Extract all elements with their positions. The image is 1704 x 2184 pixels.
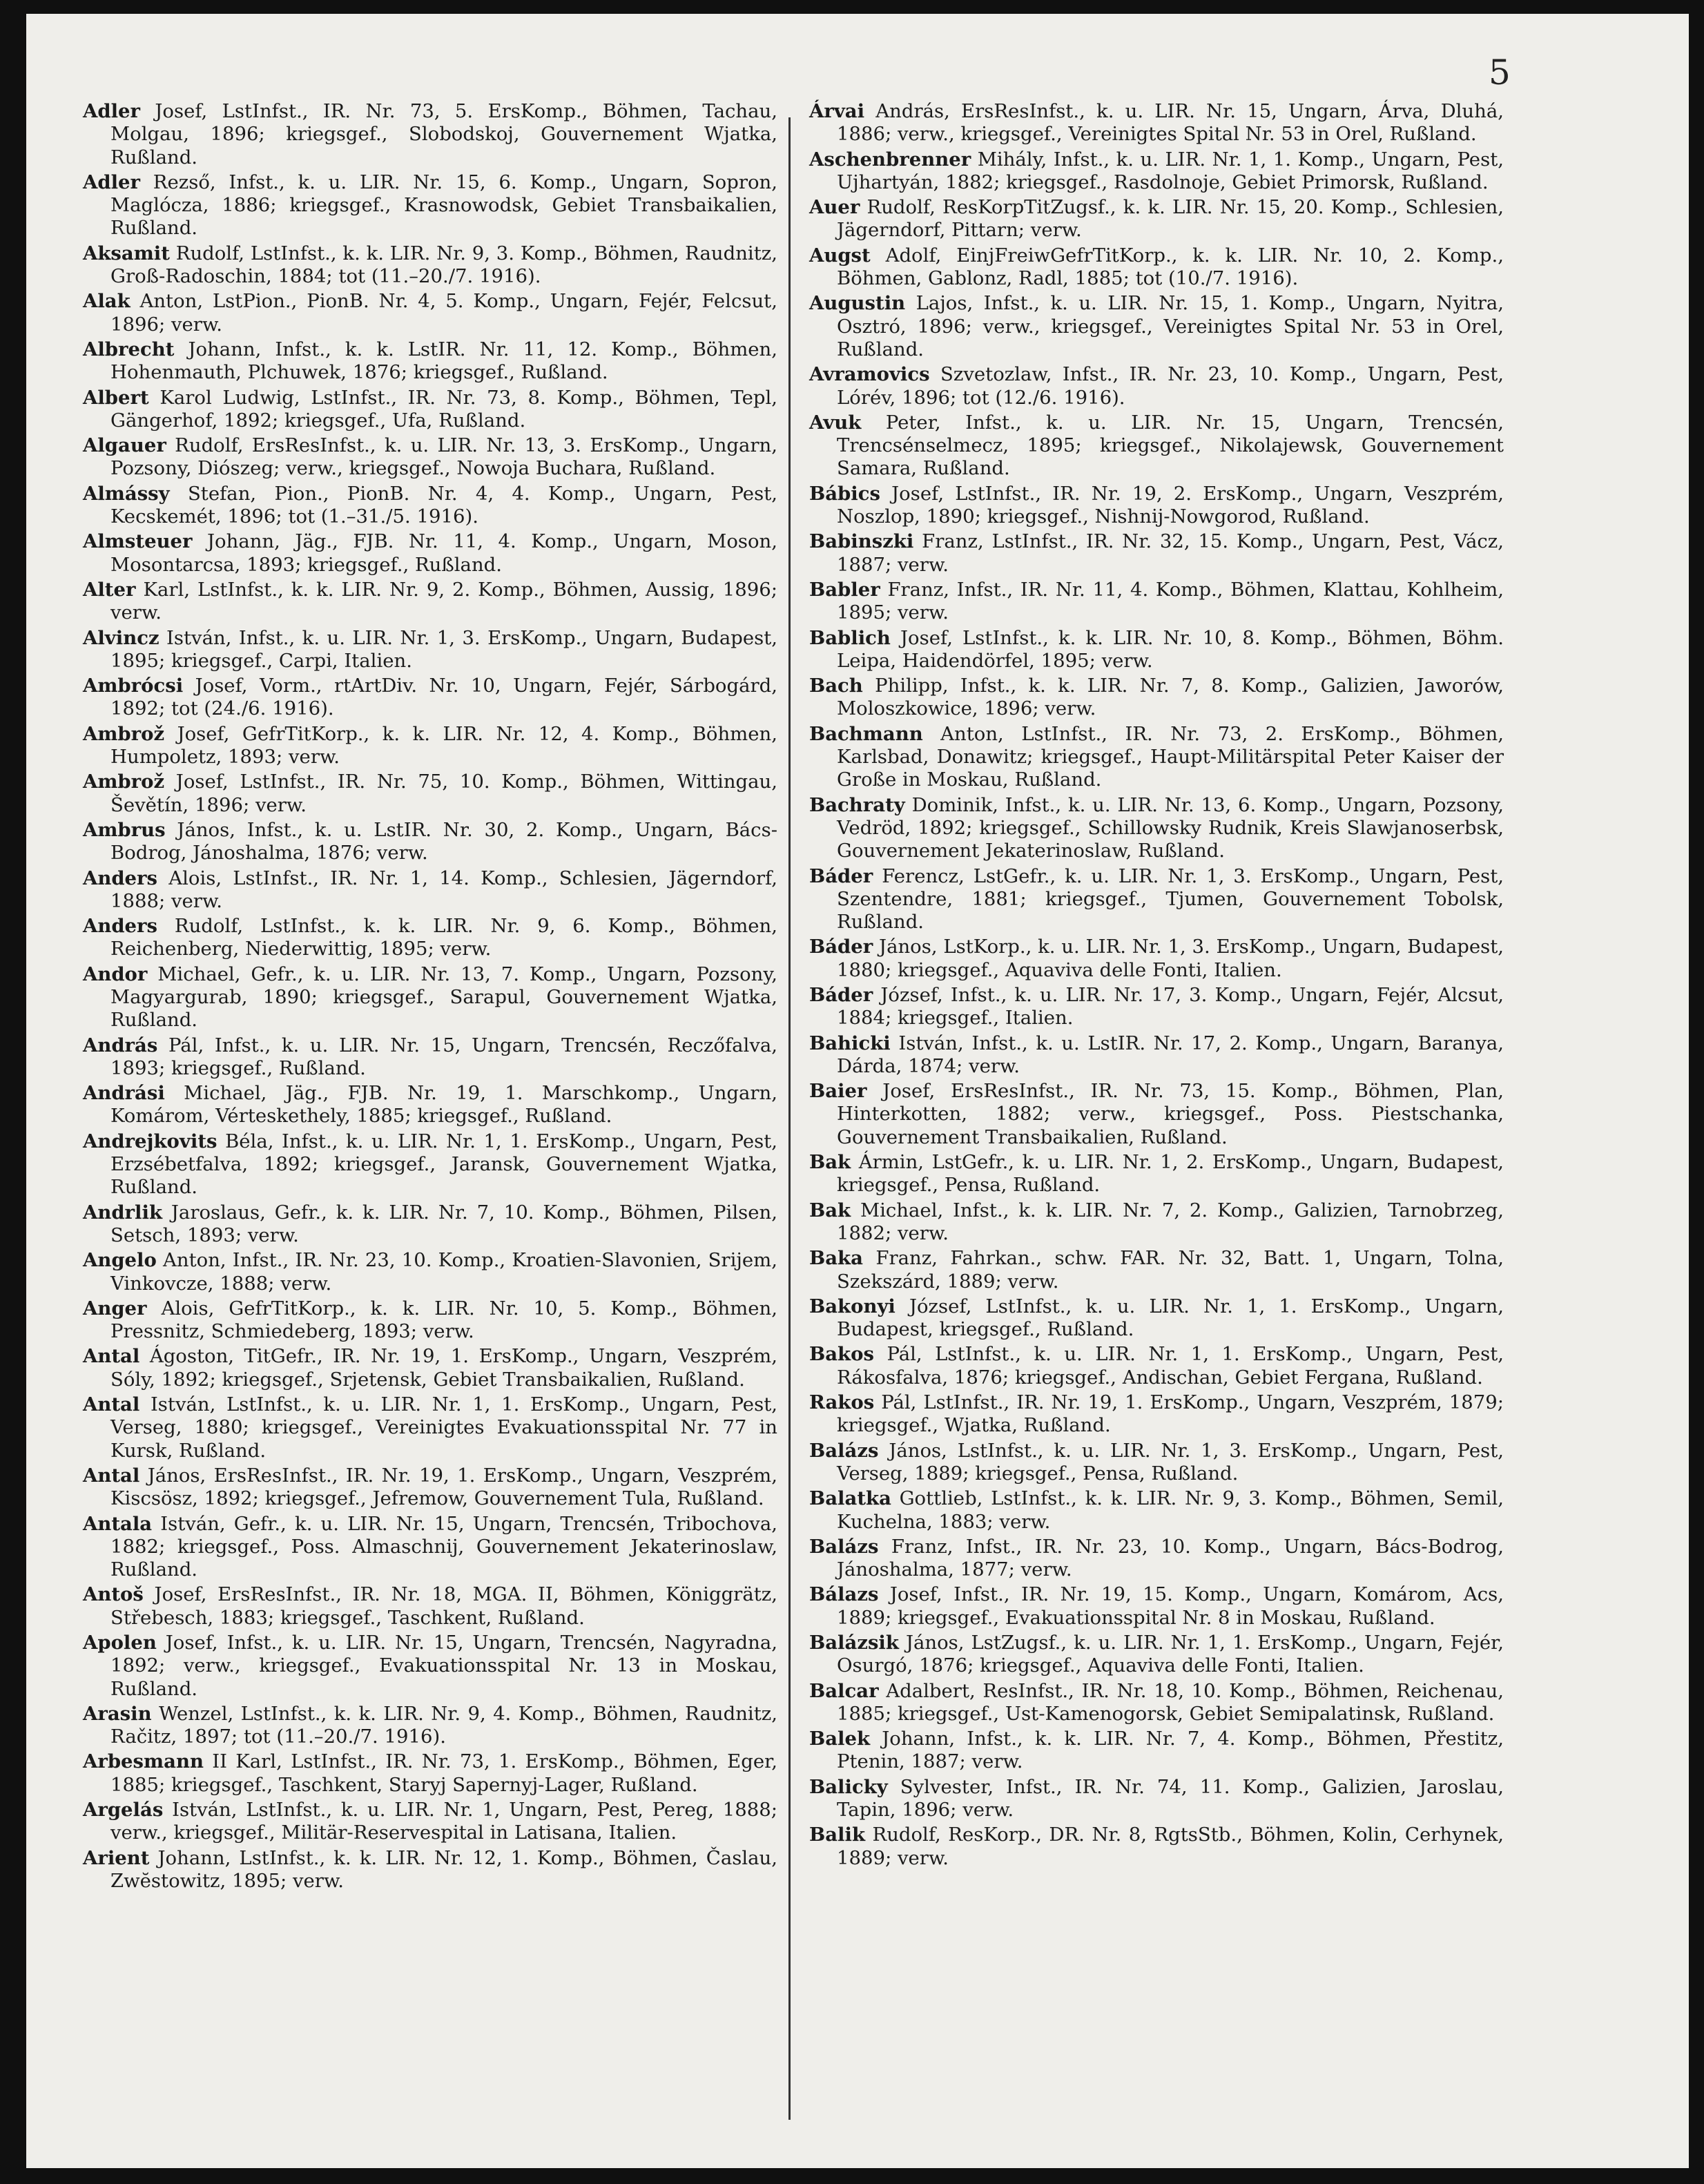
- entry-surname: Adler: [83, 100, 140, 122]
- casualty-entry: [83, 1583, 777, 1630]
- entry-details: Michael, Infst., k. k. LIR. Nr. 7, 2. Komp., Galizien, Tarnobrzeg, 1882; verw.: [837, 1199, 1504, 1244]
- entry-details: Franz, Infst., IR. Nr. 11, 4. Komp., Böhmen, Klattau, Kohlheim, 1895; verw.: [837, 578, 1504, 624]
- entry-surname: Bak: [809, 1151, 851, 1174]
- casualty-entry: [809, 483, 1504, 529]
- casualty-entry: [809, 1080, 1504, 1149]
- casualty-entry: [83, 1297, 777, 1344]
- entry-details: Anton, Infst., IR. Nr. 23, 10. Komp., Kroatien-Slavonien, Srijem, Vinkovcze, 1888; verw.: [110, 1249, 777, 1295]
- entry-surname: Angelo: [83, 1249, 157, 1272]
- casualty-entry: [83, 771, 777, 817]
- entry-details: Pál, LstInfst., IR. Nr. 19, 1. ErsKomp., Ungarn, Veszprém, 1879; kriegsgef., Wjatka, Rußland.: [837, 1391, 1504, 1437]
- entry-surname: Andrási: [83, 1082, 165, 1105]
- entry-surname: Alak: [83, 290, 130, 313]
- entry-surname: Antal: [83, 1464, 140, 1487]
- casualty-entry: [83, 1082, 777, 1128]
- casualty-entry: [83, 1513, 777, 1582]
- entry-surname: Argelás: [83, 1799, 164, 1821]
- entry-details: István, LstInfst., k. u. LIR. Nr. 1, Ungarn, Pest, Pereg, 1888; verw., kriegsgef., Militär-Reservespital in Latisana, Italien.: [110, 1799, 777, 1844]
- entry-surname: Arbesmann: [83, 1750, 204, 1773]
- entry-surname: Andrejkovits: [83, 1130, 217, 1152]
- entry-details: Franz, Infst., IR. Nr. 23, 10. Komp., Ungarn, Bács-Bodrog, Jánoshalma, 1877; verw.: [837, 1535, 1504, 1581]
- entry-details: Franz, LstInfst., IR. Nr. 32, 15. Komp., Ungarn, Pest, Vácz, 1887; verw.: [837, 530, 1504, 576]
- entry-surname: Anger: [83, 1297, 147, 1320]
- entry-surname: Bachraty: [809, 793, 905, 816]
- casualty-entry: [83, 819, 777, 865]
- casualty-entry: [809, 1824, 1504, 1870]
- casualty-entry: [83, 1632, 777, 1701]
- entry-surname: Balicky: [809, 1775, 888, 1798]
- entry-details: István, Infst., k. u. LIR. Nr. 1, 3. ErsKomp., Ungarn, Budapest, 1895; kriegsgef., Carpi, Italien.: [110, 626, 777, 672]
- entry-details: Philipp, Infst., k. k. LIR. Nr. 7, 8. Komp., Galizien, Jaworów, Moloszkowice, 1896; verw.: [837, 675, 1504, 720]
- entry-details: István, Gefr., k. u. LIR. Nr. 15, Ungarn, Trencsén, Tribochova, 1882; kriegsgef., Poss. Almaschnij, Gouvernement Jekaterinoslaw, Rußland.: [110, 1512, 777, 1581]
- casualty-entry: [809, 579, 1504, 625]
- casualty-entry: [83, 434, 777, 481]
- casualty-entry: [809, 1247, 1504, 1293]
- entry-surname: Balázsik: [809, 1632, 899, 1654]
- entry-surname: Balik: [809, 1824, 866, 1846]
- casualty-entry: [83, 1750, 777, 1797]
- entry-details: Dominik, Infst., k. u. LIR. Nr. 13, 6. Komp., Ungarn, Pozsony, Vedröd, 1892; kriegsgef., Schillowsky Rudnik, Kreis Slawjanoserbsk, Gouvernement Jekaterinoslaw, Rußland.: [837, 793, 1504, 862]
- entry-surname: Antal: [83, 1345, 140, 1368]
- entry-surname: Baier: [809, 1080, 867, 1103]
- entry-surname: Báder: [809, 864, 873, 887]
- casualty-entry: [809, 1583, 1504, 1630]
- casualty-entry: [83, 627, 777, 673]
- entry-surname: Bak: [809, 1199, 851, 1221]
- entry-details: Johann, Infst., k. k. LIR. Nr. 7, 4. Komp., Böhmen, Přestitz, Ptenin, 1887; verw.: [837, 1728, 1504, 1773]
- entry-details: Ágoston, TitGefr., IR. Nr. 19, 1. ErsKomp., Ungarn, Veszprém, Sóly, 1892; kriegsgef., Srjetensk, Gebiet Transbaikalien, Rußland.: [110, 1345, 777, 1391]
- entry-surname: Arient: [83, 1846, 150, 1869]
- entry-surname: Ambrož: [83, 771, 165, 793]
- entry-details: Wenzel, LstInfst., k. k. LIR. Nr. 9, 4. Komp., Böhmen, Raudnitz, Račitz, 1897; tot (11.–20./7. 1916).: [110, 1702, 777, 1748]
- casualty-entry: [83, 915, 777, 961]
- entry-details: Josef, ErsResInfst., IR. Nr. 18, MGA. II, Böhmen, Königgrätz, Střebesch, 1883; kriegsgef., Taschkent, Rußland.: [110, 1583, 777, 1629]
- casualty-entry: [809, 627, 1504, 673]
- casualty-entry: [809, 723, 1504, 792]
- entry-surname: Alter: [83, 578, 136, 601]
- entry-surname: Anders: [83, 867, 158, 889]
- entry-surname: Antal: [83, 1393, 140, 1416]
- entry-surname: Balek: [809, 1728, 871, 1750]
- casualty-entry: [83, 579, 777, 625]
- entry-details: Szvetozlaw, Infst., IR. Nr. 23, 10. Komp., Ungarn, Pest, Lórév, 1896; tot (12./6. 1916).: [837, 363, 1504, 409]
- entry-surname: Báder: [809, 983, 873, 1006]
- entry-surname: Augustin: [809, 292, 906, 315]
- entry-surname: Balatka: [809, 1487, 891, 1510]
- entry-details: András, ErsResInfst., k. u. LIR. Nr. 15, Ungarn, Árva, Dluhá, 1886; verw., kriegsgef., Vereinigtes Spital Nr. 53 in Orel, Rußland.: [837, 100, 1504, 146]
- entry-details: Lajos, Infst., k. u. LIR. Nr. 15, 1. Komp., Ungarn, Nyitra, Osztró, 1896; verw., kriegsgef., Vereinigtes Spital Nr. 53 in Orel, Rußland.: [837, 292, 1504, 360]
- entry-details: Josef, LstInfst., IR. Nr. 75, 10. Komp., Böhmen, Wittingau, Ševětín, 1896; verw.: [110, 771, 777, 816]
- entry-details: Pál, Infst., k. u. LIR. Nr. 15, Ungarn, Trencsén, Reczőfalva, 1893; kriegsgef., Rußland.: [110, 1034, 777, 1079]
- casualty-entry: [83, 867, 777, 914]
- casualty-entry: [809, 1536, 1504, 1582]
- entry-surname: Ambrož: [83, 722, 165, 745]
- entry-details: Johann, Jäg., FJB. Nr. 11, 4. Komp., Ungarn, Moson, Mosontarcsa, 1893; kriegsgef., Rußland.: [110, 530, 777, 576]
- entry-surname: Balázs: [809, 1535, 879, 1558]
- casualty-entry: [83, 171, 777, 240]
- entry-details: Michael, Jäg., FJB. Nr. 19, 1. Marschkomp., Ungarn, Komárom, Vérteskethely, 1885; kriegsgef., Rußland.: [110, 1082, 777, 1128]
- casualty-entry: [809, 100, 1504, 146]
- entry-details: Ferencz, LstGefr., k. u. LIR. Nr. 1, 3. ErsKomp., Ungarn, Pest, Szentendre, 1881; kriegsgef., Tjumen, Gouvernement Tobolsk, Rußland.: [837, 864, 1504, 934]
- casualty-entry: [83, 1465, 777, 1511]
- entry-details: Karl, LstInfst., k. k. LIR. Nr. 9, 2. Komp., Böhmen, Aussig, 1896; verw.: [110, 578, 777, 624]
- casualty-entry: [809, 984, 1504, 1030]
- casualty-entry: [809, 1151, 1504, 1197]
- entry-surname: Árvai: [809, 100, 865, 122]
- casualty-entry: [809, 292, 1504, 361]
- entry-details: János, Infst., k. u. LstIR. Nr. 30, 2. Komp., Ungarn, Bács-Bodrog, Jánoshalma, 1876; verw.: [110, 818, 777, 864]
- casualty-entry: [809, 1632, 1504, 1678]
- casualty-entry: [809, 1199, 1504, 1246]
- entry-surname: Babler: [809, 578, 880, 601]
- casualty-entry: [809, 1487, 1504, 1534]
- casualty-entry: [809, 865, 1504, 934]
- casualty-entry: [83, 387, 777, 433]
- casualty-entry: [83, 963, 777, 1032]
- entry-surname: Bachmann: [809, 722, 923, 745]
- entry-details: Josef, ErsResInfst., IR. Nr. 73, 15. Komp., Böhmen, Plan, Hinterkotten, 1882; verw., kriegsgef., Poss. Piestschanka, Gouvernement Transbaikalien, Rußland.: [837, 1080, 1504, 1148]
- entry-surname: Aksamit: [83, 242, 170, 264]
- casualty-entry: [83, 290, 777, 336]
- casualty-entry: [809, 675, 1504, 721]
- entry-surname: András: [83, 1034, 158, 1056]
- casualty-entry: [809, 1032, 1504, 1079]
- entry-surname: Aschenbrenner: [809, 148, 971, 171]
- casualty-entry: [809, 1776, 1504, 1822]
- entry-details: József, LstInfst., k. u. LIR. Nr. 1, 1. ErsKomp., Ungarn, Budapest, kriegsgef., Rußland.: [837, 1295, 1504, 1341]
- casualty-entry: [83, 100, 777, 169]
- entry-details: II Karl, LstInfst., IR. Nr. 73, 1. ErsKomp., Böhmen, Eger, 1885; kriegsgef., Taschkent, Staryj Sapernyj-Lager, Rußland.: [110, 1750, 777, 1796]
- entry-details: Mihály, Infst., k. u. LIR. Nr. 1, 1. Komp., Ungarn, Pest, Ujhartyán, 1882; kriegsgef., Rasdolnoje, Gebiet Primorsk, Rußland.: [837, 148, 1504, 193]
- column-divider: [788, 117, 791, 2120]
- entry-details: Adalbert, ResInfst., IR. Nr. 18, 10. Komp., Böhmen, Reichenau, 1885; kriegsgef., Ust-Kamenogorsk, Gebiet Semipalatinsk, Rußland.: [837, 1679, 1504, 1725]
- casualty-entry: [809, 1728, 1504, 1774]
- casualty-entry: [83, 723, 777, 769]
- entry-details: Anton, LstInfst., IR. Nr. 73, 2. ErsKomp., Böhmen, Karlsbad, Donawitz; kriegsgef., Haupt-Militärspital Peter Kaiser der Große in Moskau, Rußland.: [837, 722, 1504, 791]
- entry-surname: Bahicki: [809, 1032, 891, 1054]
- entry-surname: Almássy: [83, 482, 170, 505]
- entry-surname: Almsteuer: [83, 530, 193, 553]
- entry-surname: Balázs: [809, 1439, 879, 1462]
- casualty-entry: [83, 1130, 777, 1199]
- entry-surname: Andrlik: [83, 1201, 162, 1224]
- entry-surname: Bablich: [809, 626, 891, 649]
- entry-details: Michael, Gefr., k. u. LIR. Nr. 13, 7. Komp., Ungarn, Pozsony, Magyargurab, 1890; kriegsgef., Sarapul, Gouvernement Wjatka, Rußland.: [110, 963, 777, 1032]
- entry-details: Gottlieb, LstInfst., k. k. LIR. Nr. 9, 3. Komp., Böhmen, Semil, Kuchelna, 1883; verw.: [837, 1487, 1504, 1533]
- left-column: [83, 100, 777, 1895]
- entry-details: Johann, Infst., k. k. LstIR. Nr. 11, 12. Komp., Böhmen, Hohenmauth, Plchuwek, 1876; kriegsgef., Rußland.: [110, 338, 777, 384]
- casualty-entry: [809, 794, 1504, 863]
- casualty-entry: [809, 412, 1504, 481]
- casualty-entry: [83, 530, 777, 577]
- entry-details: Josef, Infst., IR. Nr. 19, 15. Komp., Ungarn, Komárom, Acs, 1889; kriegsgef., Evakuationsspital Nr. 8 in Moskau, Rußland.: [837, 1583, 1504, 1629]
- entry-surname: Bakos: [809, 1343, 874, 1366]
- entry-details: Adolf, EinjFreiwGefrTitKorp., k. k. LIR. Nr. 10, 2. Komp., Böhmen, Gablonz, Radl, 1885; tot (10./7. 1916).: [837, 244, 1504, 290]
- casualty-entry: [809, 1680, 1504, 1726]
- entry-details: Rudolf, LstInfst., k. k. LIR. Nr. 9, 3. Komp., Böhmen, Raudnitz, Groß-Radoschin, 1884; tot (11.–20./7. 1916).: [110, 242, 777, 288]
- entry-details: János, LstInfst., k. u. LIR. Nr. 1, 3. ErsKomp., Ungarn, Pest, Verseg, 1889; kriegsgef., Pensa, Rußland.: [837, 1439, 1504, 1485]
- entry-details: Josef, LstInfst., IR. Nr. 73, 5. ErsKomp., Böhmen, Tachau, Molgau, 1896; kriegsgef., Slobodskoj, Gouvernement Wjatka, Rußland.: [110, 100, 777, 168]
- casualty-entry: [83, 1345, 777, 1391]
- casualty-entry: [83, 338, 777, 385]
- entry-details: Peter, Infst., k. u. LIR. Nr. 15, Ungarn, Trencsén, Trencsénselmecz, 1895; kriegsgef., Nikolajewsk, Gouvernement Samara, Rußland.: [837, 411, 1504, 480]
- entry-surname: Andor: [83, 963, 148, 985]
- entry-surname: Antala: [83, 1512, 153, 1535]
- casualty-entry: [83, 1034, 777, 1081]
- entry-surname: Bábics: [809, 482, 880, 505]
- entry-surname: Ambrus: [83, 818, 166, 841]
- entry-surname: Arasin: [83, 1702, 152, 1725]
- casualty-entry: [809, 1440, 1504, 1486]
- entry-surname: Rakos: [809, 1391, 875, 1414]
- entry-surname: Avuk: [809, 411, 862, 434]
- entry-details: Karol Ludwig, LstInfst., IR. Nr. 73, 8. Komp., Böhmen, Tepl, Gängerhof, 1892; kriegsgef., Ufa, Rußland.: [110, 386, 777, 432]
- entry-details: Pál, LstInfst., k. u. LIR. Nr. 1, 1. ErsKomp., Ungarn, Pest, Rákosfalva, 1876; kriegsgef., Andischan, Gebiet Fergana, Rußland.: [837, 1343, 1504, 1389]
- casualty-entry: [809, 148, 1504, 195]
- entry-surname: Anders: [83, 915, 158, 938]
- entry-details: Ármin, LstGefr., k. u. LIR. Nr. 1, 2. ErsKomp., Ungarn, Budapest, kriegsgef., Pensa, Rußland.: [837, 1151, 1504, 1197]
- entry-surname: Bálazs: [809, 1583, 879, 1606]
- entry-surname: Antoš: [83, 1583, 144, 1606]
- entry-surname: Apolen: [83, 1632, 157, 1654]
- entry-details: Johann, LstInfst., k. k. LIR. Nr. 12, 1. Komp., Böhmen, Časlau, Zwĕstowitz, 1895; verw.: [110, 1846, 777, 1892]
- entry-surname: Augst: [809, 244, 871, 267]
- entry-details: Rudolf, ResKorpTitZugsf., k. k. LIR. Nr. 15, 20. Komp., Schlesien, Jägerndorf, Pittarn; verw.: [837, 196, 1504, 242]
- entry-surname: Ambrócsi: [83, 675, 184, 697]
- entry-details: János, LstKorp., k. u. LIR. Nr. 1, 3. ErsKomp., Ungarn, Budapest, 1880; kriegsgef., Aquaviva delle Fonti, Italien.: [837, 936, 1504, 981]
- casualty-entry: [809, 1391, 1504, 1438]
- entry-details: Franz, Fahrkan., schw. FAR. Nr. 32, Batt. 1, Ungarn, Tolna, Szekszárd, 1889; verw.: [837, 1247, 1504, 1293]
- entry-surname: Albert: [83, 386, 149, 409]
- casualty-entry: [83, 1703, 777, 1749]
- entry-details: János, ErsResInfst., IR. Nr. 19, 1. ErsKomp., Ungarn, Veszprém, Kiscsösz, 1892; kriegsgef., Jefremow, Gouvernement Tula, Rußland.: [110, 1464, 777, 1510]
- casualty-entry: [83, 1201, 777, 1248]
- entry-details: Rudolf, ResKorp., DR. Nr. 8, RgtsStb., Böhmen, Kolin, Cerhynek, 1889; verw.: [837, 1824, 1504, 1869]
- entry-details: Josef, LstInfst., k. k. LIR. Nr. 10, 8. Komp., Böhmen, Böhm. Leipa, Haidendörfel, 1895; verw.: [837, 626, 1504, 672]
- casualty-entry: [83, 675, 777, 721]
- entry-surname: Adler: [83, 171, 140, 193]
- entry-details: Jaroslaus, Gefr., k. k. LIR. Nr. 7, 10. Komp., Böhmen, Pilsen, Setsch, 1893; verw.: [110, 1201, 777, 1246]
- casualty-entry: [809, 244, 1504, 291]
- entry-details: Stefan, Pion., PionB. Nr. 4, 4. Komp., Ungarn, Pest, Kecskemét, 1896; tot (1.–31./5. 1916).: [110, 482, 777, 528]
- entry-details: István, LstInfst., k. u. LIR. Nr. 1, 1. ErsKomp., Ungarn, Pest, Verseg, 1880; kriegsgef., Vereinigtes Evakuationsspital Nr. 77 in Kursk, Rußland.: [110, 1393, 777, 1462]
- entry-details: Josef, Infst., k. u. LIR. Nr. 15, Ungarn, Trencsén, Nagyradna, 1892; verw., kriegsgef., Evakuationsspital Nr. 13 in Moskau, Rußland.: [110, 1632, 777, 1700]
- right-column: [809, 100, 1504, 1872]
- entry-details: Alois, GefrTitKorp., k. k. LIR. Nr. 10, 5. Komp., Böhmen, Pressnitz, Schmiedeberg, 1893; verw.: [110, 1297, 777, 1343]
- document-page: [26, 14, 1689, 2168]
- casualty-entry: [809, 196, 1504, 242]
- entry-details: Sylvester, Infst., IR. Nr. 74, 11. Komp., Galizien, Jaroslau, Tapin, 1896; verw.: [837, 1775, 1504, 1821]
- entry-details: Rudolf, LstInfst., k. k. LIR. Nr. 9, 6. Komp., Böhmen, Reichenberg, Niederwittig, 1895; verw.: [110, 915, 777, 960]
- entry-details: Josef, GefrTitKorp., k. k. LIR. Nr. 12, 4. Komp., Böhmen, Humpoletz, 1893; verw.: [110, 722, 777, 769]
- casualty-entry: [83, 483, 777, 529]
- casualty-entry: [83, 1393, 777, 1462]
- entry-surname: Bach: [809, 675, 863, 697]
- entry-details: Josef, Vorm., rtArtDiv. Nr. 10, Ungarn, Fejér, Sárbogárd, 1892; tot (24./6. 1916).: [110, 675, 777, 720]
- casualty-entry: [809, 363, 1504, 409]
- casualty-entry: [83, 1799, 777, 1845]
- entry-surname: Báder: [809, 936, 873, 958]
- entry-surname: Avramovics: [809, 363, 930, 386]
- entry-details: János, LstZugsf., k. u. LIR. Nr. 1, 1. ErsKomp., Ungarn, Fejér, Osurgó, 1876; kriegsgef., Aquaviva delle Fonti, Italien.: [837, 1632, 1504, 1677]
- entry-surname: Algauer: [83, 434, 166, 457]
- entry-surname: Albrecht: [83, 338, 175, 360]
- entry-details: Anton, LstPion., PionB. Nr. 4, 5. Komp., Ungarn, Fejér, Felcsut, 1896; verw.: [110, 290, 777, 336]
- entry-details: József, Infst., k. u. LIR. Nr. 17, 3. Komp., Ungarn, Fejér, Alcsut, 1884; kriegsgef., Italien.: [837, 983, 1504, 1030]
- page-number: 5: [1489, 52, 1511, 93]
- entry-surname: Bakonyi: [809, 1295, 895, 1317]
- casualty-entry: [809, 936, 1504, 982]
- casualty-entry: [809, 1343, 1504, 1389]
- entry-surname: Babinszki: [809, 530, 914, 553]
- entry-details: Béla, Infst., k. u. LIR. Nr. 1, 1. ErsKomp., Ungarn, Pest, Erzsébetfalva, 1892; kriegsgef., Jaransk, Gouvernement Wjatka, Rußland.: [110, 1130, 777, 1199]
- casualty-entry: [83, 1249, 777, 1295]
- entry-details: István, Infst., k. u. LstIR. Nr. 17, 2. Komp., Ungarn, Baranya, Dárda, 1874; verw.: [837, 1032, 1504, 1077]
- entry-surname: Balcar: [809, 1679, 879, 1702]
- casualty-entry: [809, 1295, 1504, 1342]
- entry-details: Rudolf, ErsResInfst., k. u. LIR. Nr. 13, 3. ErsKomp., Ungarn, Pozsony, Diószeg; verw., kriegsgef., Nowoja Buchara, Rußland.: [110, 434, 777, 480]
- entry-details: Josef, LstInfst., IR. Nr. 19, 2. ErsKomp., Ungarn, Veszprém, Noszlop, 1890; kriegsgef., Nishnij-Nowgorod, Rußland.: [837, 482, 1504, 528]
- casualty-entry: [83, 242, 777, 289]
- casualty-entry: [83, 1847, 777, 1893]
- casualty-entry: [809, 530, 1504, 577]
- entry-surname: Baka: [809, 1247, 863, 1270]
- entry-surname: Alvincz: [83, 626, 159, 649]
- entry-details: Rezső, Infst., k. u. LIR. Nr. 15, 6. Komp., Ungarn, Sopron, Maglócza, 1886; kriegsgef., Krasnowodsk, Gebiet Transbaikalien, Rußland.: [110, 171, 777, 240]
- entry-surname: Auer: [809, 196, 860, 219]
- entry-details: Alois, LstInfst., IR. Nr. 1, 14. Komp., Schlesien, Jägerndorf, 1888; verw.: [110, 867, 777, 912]
